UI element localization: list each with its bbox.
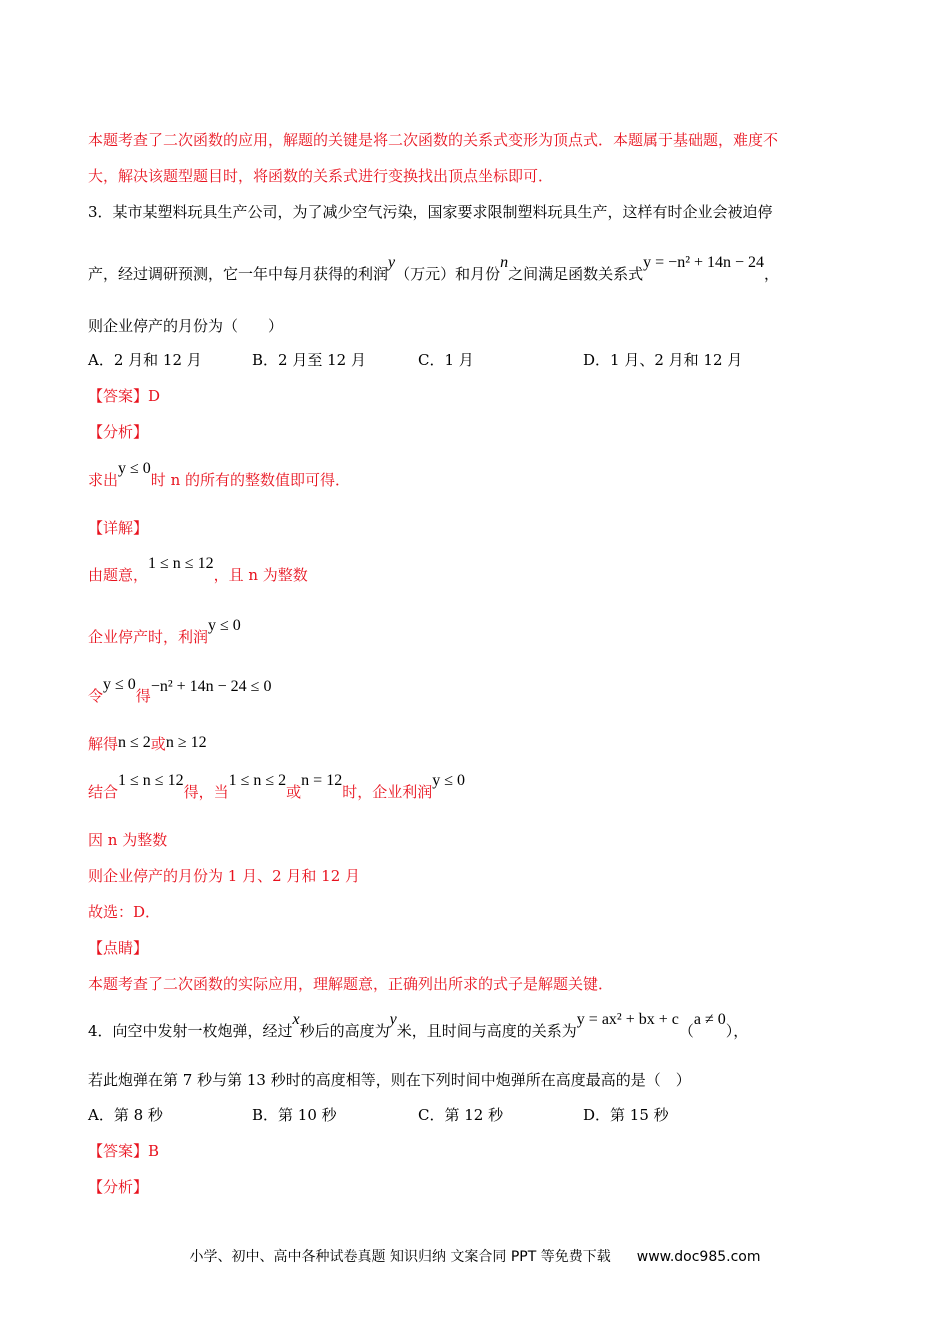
- q3-d1-math: 1 ≤ n ≤ 12: [148, 555, 214, 572]
- q4-option-a: A．第 8 秒: [88, 1106, 163, 1124]
- q4-stem-text-a: 4．向空中发射一枚炮弹，经过: [88, 1022, 293, 1040]
- q3-d2-math: y ≤ 0: [208, 617, 241, 634]
- q4-answer-value: B: [148, 1142, 160, 1160]
- q3-d1-text-b: ，且 n 为整数: [213, 566, 308, 584]
- q3-analysis-text-b: 时 n 的所有的整数值即可得．: [150, 471, 350, 489]
- q4-analysis-label: 【分析】: [88, 1178, 149, 1196]
- q3-detail-line4: [88, 734, 207, 755]
- q3-d4-text-b: 或: [150, 735, 166, 753]
- q4-option-d: D．第 15 秒: [583, 1106, 669, 1124]
- q3-detail-label: 【详解】: [88, 519, 149, 537]
- q3-stem-text-a: 产，经过调研预测，它一年中每月获得的利润: [88, 265, 389, 283]
- q3-stem-text-d: ，: [764, 265, 780, 283]
- q3-var-n: n: [500, 254, 509, 271]
- q3-d5-math1: 1 ≤ n ≤ 12: [118, 772, 184, 789]
- q4-stem-text-c: 米，且时间与高度的关系为: [396, 1022, 577, 1040]
- q3-d5-math3: n = 12: [301, 772, 343, 789]
- q3-d3-text-b: 得: [135, 687, 151, 705]
- q3-detail-line5: [88, 772, 465, 803]
- q3-formula: y = −n² + 14n − 24: [643, 254, 765, 271]
- q4-var-x: x: [292, 1011, 300, 1028]
- q3-d3-math1: y ≤ 0: [103, 676, 136, 693]
- q3-option-d: D．1 月、2 月和 12 月: [583, 351, 743, 369]
- q3-analysis-text: [88, 460, 350, 491]
- q3-comment-label: 【点睛】: [88, 939, 149, 957]
- q4-stem-line1: [88, 1011, 749, 1042]
- q3-detail-line1: [88, 555, 308, 586]
- q3-detail-line3: [88, 676, 272, 707]
- q4-stem-text-b: 秒后的高度为: [299, 1022, 390, 1040]
- q3-option-a: A．2 月和 12 月: [88, 351, 202, 369]
- q3-analysis-math: y ≤ 0: [118, 460, 151, 477]
- q4-answer-label: 【答案】: [88, 1142, 149, 1160]
- q3-answer: [88, 386, 160, 406]
- prev-summary-line2: 大，解决该题型题目时，将函数的关系式进行变换找出顶点坐标即可．: [88, 167, 554, 185]
- prev-summary-line1: 本题考查了二次函数的应用，解题的关键是将二次函数的关系式变形为顶点式．本题属于基础题，难度不: [88, 131, 779, 149]
- q4-option-c: C．第 12 秒: [418, 1106, 504, 1124]
- q3-var-y: y: [388, 254, 396, 271]
- q3-d5-text-a: 结合: [88, 783, 119, 801]
- q3-stem-text-b: （万元）和月份: [395, 265, 501, 283]
- q3-option-b: B．2 月至 12 月: [252, 351, 366, 369]
- q4-var-y: y: [389, 1011, 397, 1028]
- q3-answer-value: D: [148, 387, 161, 405]
- q4-option-b: B．第 10 秒: [252, 1106, 337, 1124]
- q4-stem-text-e: ），: [725, 1022, 749, 1040]
- q3-d5-math4: y ≤ 0: [432, 772, 465, 789]
- q3-detail-line6: 因 n 为整数: [88, 831, 168, 849]
- q3-answer-label: 【答案】: [88, 387, 149, 405]
- q3-detail-line8: 故选：D．: [88, 903, 161, 921]
- footer-text: 小学、初中、高中各种试卷真题 知识归纳 文案合同 PPT 等免费下载: [189, 1249, 611, 1265]
- q3-d3-math2: −n² + 14n − 24 ≤ 0: [150, 678, 272, 695]
- q3-d5-text-c: 或: [286, 783, 302, 801]
- q3-d4-text-a: 解得: [88, 735, 119, 753]
- page-footer: [0, 1246, 950, 1266]
- q3-detail-line2: [88, 617, 241, 648]
- q3-analysis-label: 【分析】: [88, 423, 149, 441]
- q3-d5-text-b: 得，当: [183, 783, 229, 801]
- q3-stem-line3: 则企业停产的月份为（ ）: [88, 317, 284, 335]
- q3-d2-text-a: 企业停产时，利润: [88, 628, 209, 646]
- q3-d4-math2: n ≥ 12: [165, 734, 207, 751]
- footer-url[interactable]: www.doc985.com: [636, 1249, 761, 1265]
- q4-stem-text-d: （: [678, 1022, 694, 1040]
- q4-stem-line2: 若此炮弹在第 7 秒与第 13 秒时的高度相等，则在下列时间中炮弹所在高度最高的是（ ）: [88, 1071, 691, 1089]
- q3-comment-text: 本题考查了二次函数的实际应用，理解题意，正确列出所求的式子是解题关键．: [88, 975, 614, 993]
- q4-condition: a ≠ 0: [693, 1011, 726, 1028]
- q3-d5-math2: 1 ≤ n ≤ 2: [228, 772, 287, 789]
- q3-analysis-text-a: 求出: [88, 471, 119, 489]
- q3-d3-text-a: 令: [88, 687, 104, 705]
- q3-stem-line1: 3．某市某塑料玩具生产公司，为了减少空气污染，国家要求限制塑料玩具生产，这样有时企业会被迫停: [88, 203, 773, 221]
- q3-stem-line2: [88, 254, 780, 285]
- q3-detail-line7: 则企业停产的月份为 1 月、2 月和 12 月: [88, 867, 361, 885]
- q3-d1-text-a: 由题意，: [88, 566, 149, 584]
- q4-formula: y = ax² + bx + c: [576, 1011, 679, 1028]
- q3-option-c: C．1 月: [418, 351, 474, 369]
- q3-d4-math1: n ≤ 2: [118, 734, 151, 751]
- q4-answer: [88, 1141, 159, 1161]
- q3-stem-text-c: 之间满足函数关系式: [508, 265, 644, 283]
- q3-d5-text-d: 时，企业利润: [342, 783, 433, 801]
